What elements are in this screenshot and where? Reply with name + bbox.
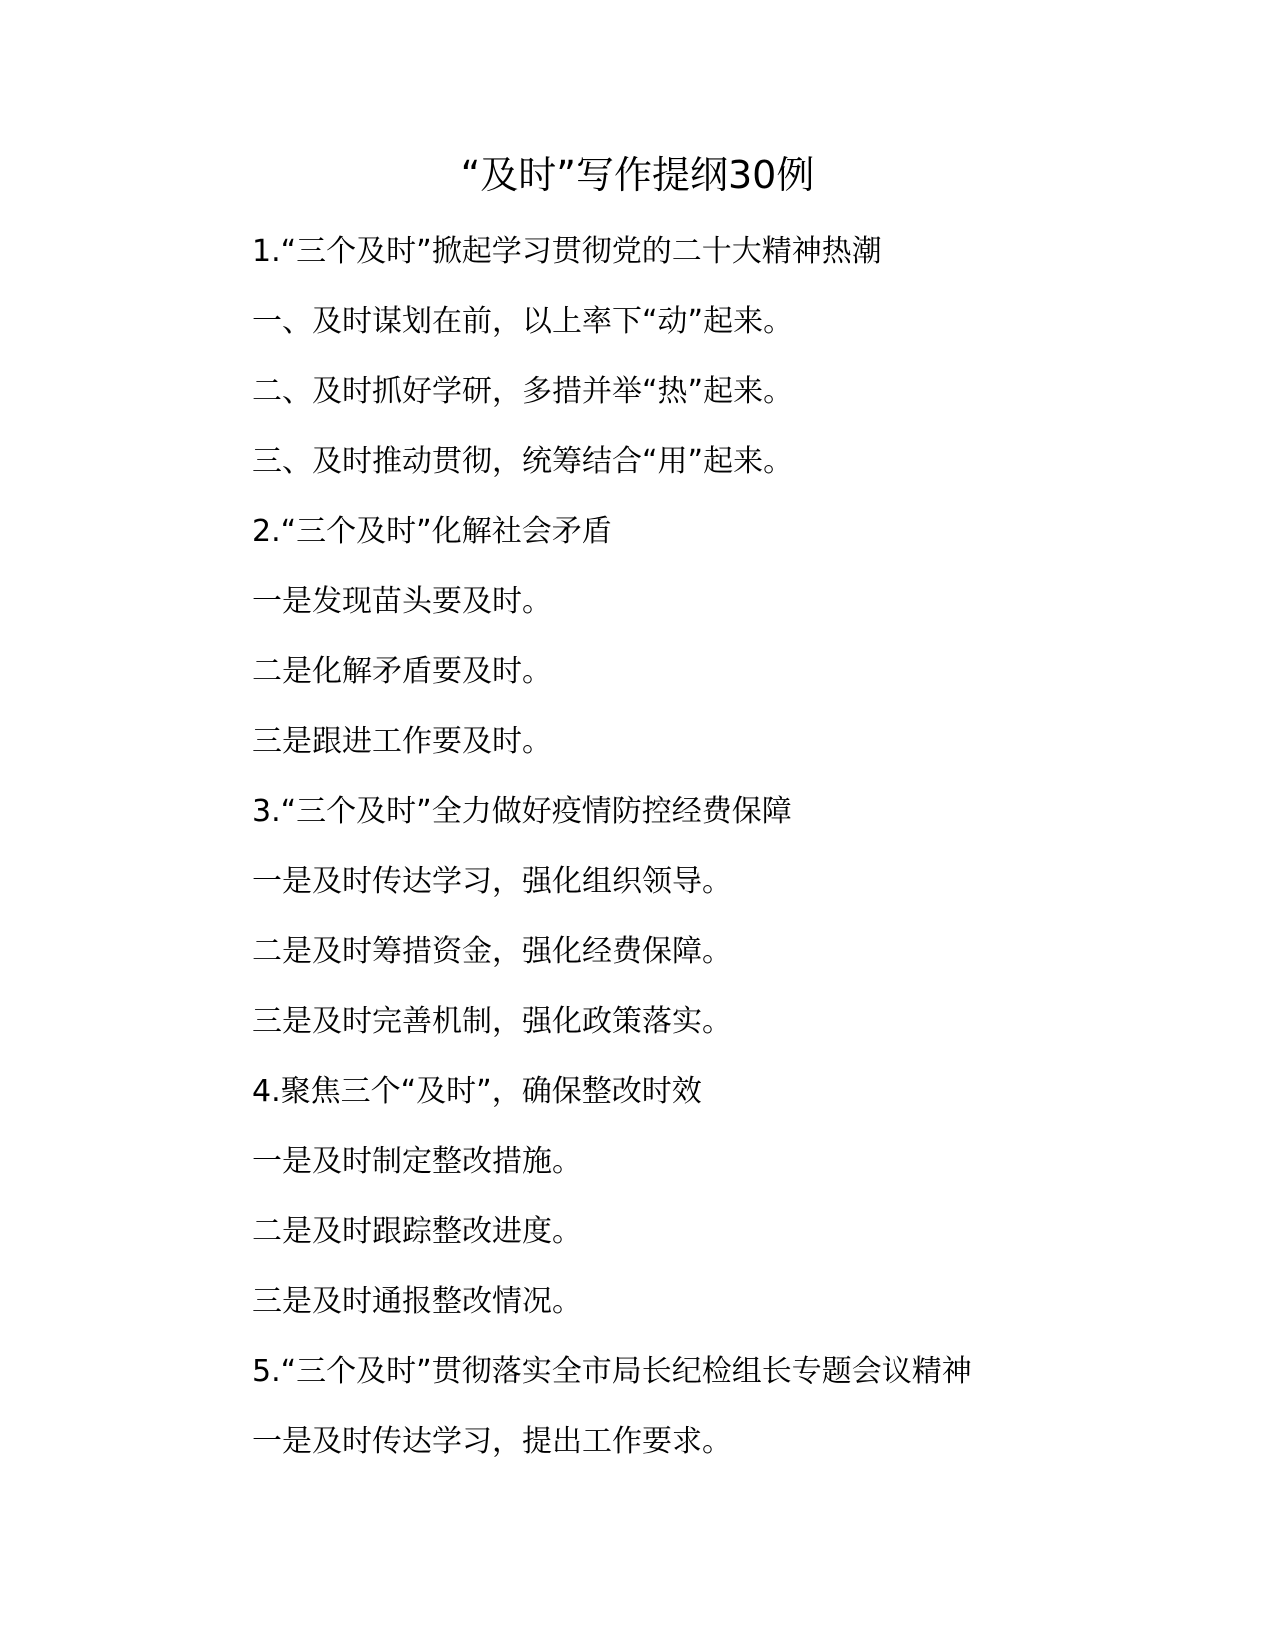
item-3-1: 一是及时传达学习，强化组织领导。 <box>252 864 732 899</box>
heading-2: 2.“三个及时”化解社会矛盾 <box>252 514 612 549</box>
document-title: “及时”写作提纲30例 <box>460 153 815 197</box>
item-4-1: 一是及时制定整改措施。 <box>252 1144 582 1179</box>
item-3-3: 三是及时完善机制，强化政策落实。 <box>252 1004 732 1039</box>
document-body <box>252 227 1152 1487</box>
item-1-2: 二、及时抓好学研，多措并举“热”起来。 <box>252 374 794 409</box>
heading-3: 3.“三个及时”全力做好疫情防控经费保障 <box>252 794 792 829</box>
item-3-2: 二是及时筹措资金，强化经费保障。 <box>252 934 732 969</box>
heading-5: 5.“三个及时”贯彻落实全市局长纪检组长专题会议精神 <box>252 1354 972 1389</box>
item-2-3: 三是跟进工作要及时。 <box>252 724 552 759</box>
item-2-1: 一是发现苗头要及时。 <box>252 584 552 619</box>
item-2-2: 二是化解矛盾要及时。 <box>252 654 552 689</box>
item-4-2: 二是及时跟踪整改进度。 <box>252 1214 582 1249</box>
heading-4: 4.聚焦三个“及时”，确保整改时效 <box>252 1074 702 1109</box>
heading-1: 1.“三个及时”掀起学习贯彻党的二十大精神热潮 <box>252 234 882 269</box>
item-1-1: 一、及时谋划在前，以上率下“动”起来。 <box>252 304 794 339</box>
item-1-3: 三、及时推动贯彻，统筹结合“用”起来。 <box>252 444 794 479</box>
item-5-1: 一是及时传达学习，提出工作要求。 <box>252 1424 732 1459</box>
item-4-3: 三是及时通报整改情况。 <box>252 1284 582 1319</box>
